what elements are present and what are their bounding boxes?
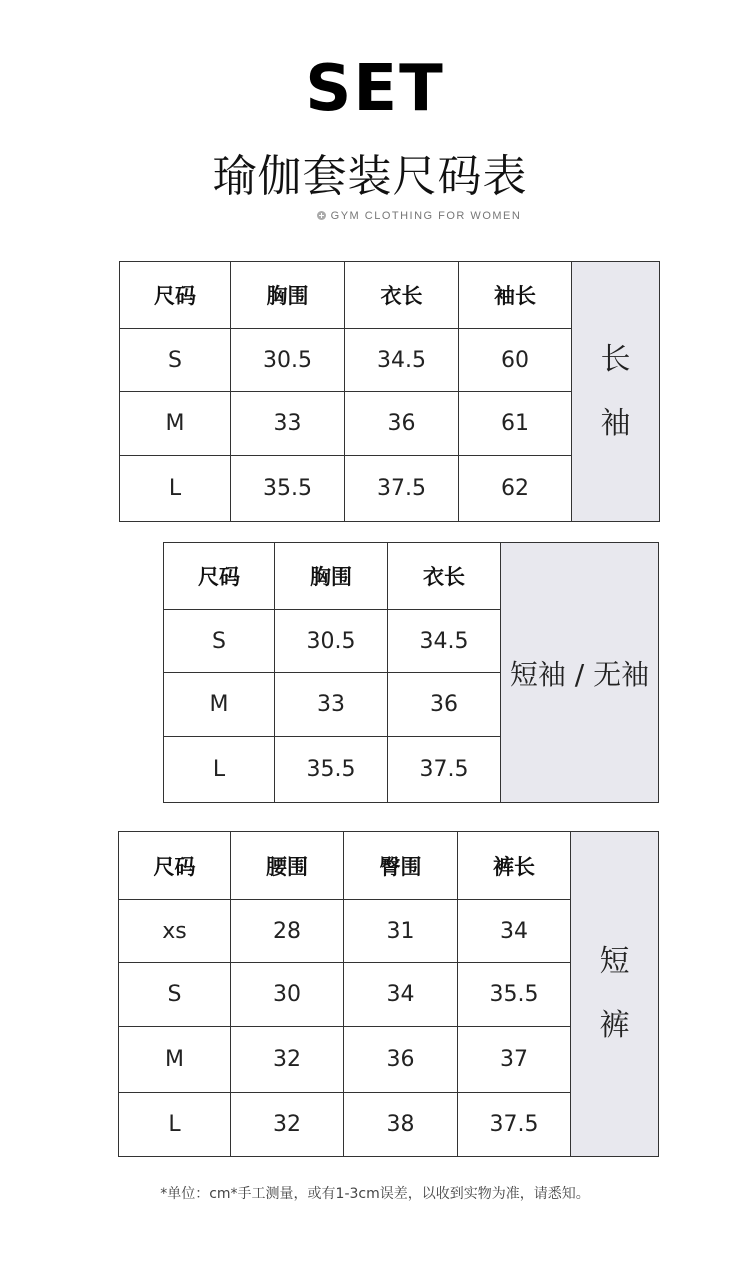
side-label-char-1: 短 [599, 944, 630, 979]
cell-pants-length: 37.5 [458, 1093, 571, 1157]
cell-size: S [119, 963, 231, 1027]
cell-size: M [120, 392, 231, 456]
cell-pants-length: 35.5 [458, 963, 571, 1027]
cell-length: 37.5 [388, 737, 501, 803]
cell-sleeve: 62 [459, 456, 572, 522]
header-size: 尺码 [164, 543, 275, 610]
header-hip: 臀围 [344, 832, 458, 900]
header-pants-length: 裤长 [458, 832, 571, 900]
cell-length: 34.5 [388, 610, 501, 673]
cell-size: S [164, 610, 275, 673]
side-label-char-2: 袖 [600, 405, 631, 441]
cell-length: 34.5 [345, 329, 459, 392]
header-sleeve: 袖长 [459, 262, 572, 329]
cell-chest: 35.5 [231, 456, 345, 522]
cell-hip: 34 [344, 963, 458, 1027]
page-title: SET [305, 52, 445, 126]
cell-pants-length: 37 [458, 1027, 571, 1093]
side-label-char-1: 长 [600, 341, 631, 377]
cell-waist: 28 [231, 900, 344, 963]
shorts-size-table [118, 831, 659, 1157]
short-sleeve-size-table [163, 542, 659, 803]
cell-sleeve: 61 [459, 392, 572, 456]
cell-hip: 31 [344, 900, 458, 963]
header-waist: 腰围 [231, 832, 344, 900]
shorts-label [571, 832, 659, 1157]
cell-chest: 30.5 [231, 329, 345, 392]
cell-waist: 30 [231, 963, 344, 1027]
plus-circle-icon [317, 211, 326, 220]
cell-chest: 33 [231, 392, 345, 456]
cell-sleeve: 60 [459, 329, 572, 392]
cell-pants-length: 34 [458, 900, 571, 963]
header-size: 尺码 [120, 262, 231, 329]
tagline-text: GYM CLOTHING FOR WOMEN [330, 210, 522, 222]
cell-chest: 30.5 [275, 610, 388, 673]
cell-size: M [164, 673, 275, 737]
cell-size: L [120, 456, 231, 522]
cell-size: M [119, 1027, 231, 1093]
cell-chest: 35.5 [275, 737, 388, 803]
cell-size: S [120, 329, 231, 392]
cell-size: L [164, 737, 275, 803]
header-length: 衣长 [345, 262, 459, 329]
long-sleeve-label [572, 262, 660, 522]
cell-waist: 32 [231, 1027, 344, 1093]
short-sleeve-label: 短袖 / 无袖 [501, 543, 659, 803]
long-sleeve-size-table [119, 261, 660, 522]
cell-hip: 38 [344, 1093, 458, 1157]
cell-size: xs [119, 900, 231, 963]
header-length: 衣长 [388, 543, 501, 610]
cell-chest: 33 [275, 673, 388, 737]
header-size: 尺码 [119, 832, 231, 900]
page-subtitle: 瑜伽套装尺码表 [212, 151, 528, 202]
cell-length: 37.5 [345, 456, 459, 522]
cell-waist: 32 [231, 1093, 344, 1157]
measurement-footnote: *单位：cm*手工测量，或有1-3cm误差，以收到实物为准，请悉知。 [160, 1186, 590, 1202]
header-chest: 胸围 [231, 262, 345, 329]
side-label-char-2: 裤 [599, 1008, 630, 1043]
tagline [0, 210, 750, 222]
cell-length: 36 [388, 673, 501, 737]
cell-length: 36 [345, 392, 459, 456]
cell-hip: 36 [344, 1027, 458, 1093]
header-chest: 胸围 [275, 543, 388, 610]
cell-size: L [119, 1093, 231, 1157]
